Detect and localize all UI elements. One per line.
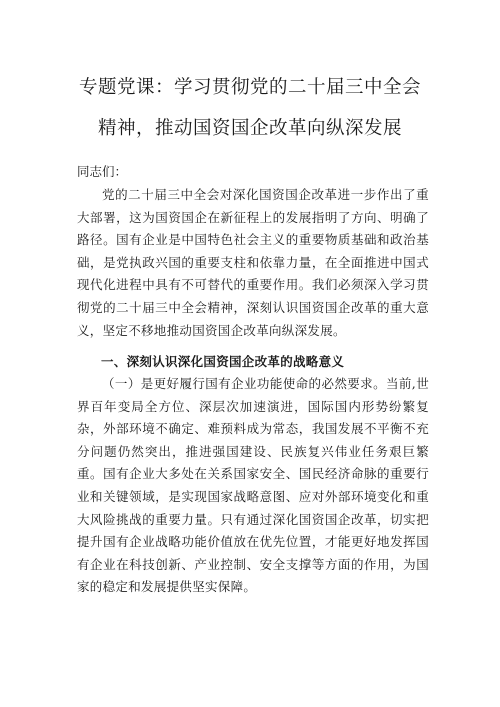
intro-paragraph: 党的二十届三中全会对深化国资国企改革进一步作出了重大部署，这为国资国企在新征程上的发展指明了方向、明确了路径。国有企业是中国特色社会主义的重要物质基础和政治基础，是党执政兴国的重要支柱和依靠力量，在全面推进中国式现代化进程中具有不可替代的重要作用。我们必须深入学习贯彻党的二十届三中全会精神，深刻认识国资国企改革的重大意义，坚定不移地推动国资国企改革向纵深发展。 bbox=[77, 187, 429, 338]
document-title-line-2: 精神，推动国资国企改革向纵深发展 bbox=[97, 118, 402, 139]
subsection-paragraph-1: （一）是更好履行国有企业功能使命的必然要求。当前,世界百年变局全方位、深层次加速演进，国际国内形势纷繁复杂，外部环境不确定、难预料成为常态，我国发展不平衡不充分问题仍然突出，推进强国建设、民族复兴伟业任务艰巨繁重。国有企业大多处在关系国家安全、国民经济命脉的重要行业和关键领域，是实现国家战略意图、应对外部环境变化和重大风险挑战的重要力量。只有通过深化国资国企改革，切实把提升国有企业战略功能价值放在优先位置，才能更好地发挥国有企业在科技创新、产业控制、安全支撑等方面的作用，为国家的稳定和发展提供坚实保障。 bbox=[77, 376, 429, 595]
document-title-line-1: 专题党课：学习贯彻党的二十届三中全会 bbox=[78, 77, 421, 98]
section-heading-1: 一、深刻认识深化国资国企改革的战略意义 bbox=[101, 354, 345, 369]
salutation: 同志们： bbox=[77, 164, 128, 179]
